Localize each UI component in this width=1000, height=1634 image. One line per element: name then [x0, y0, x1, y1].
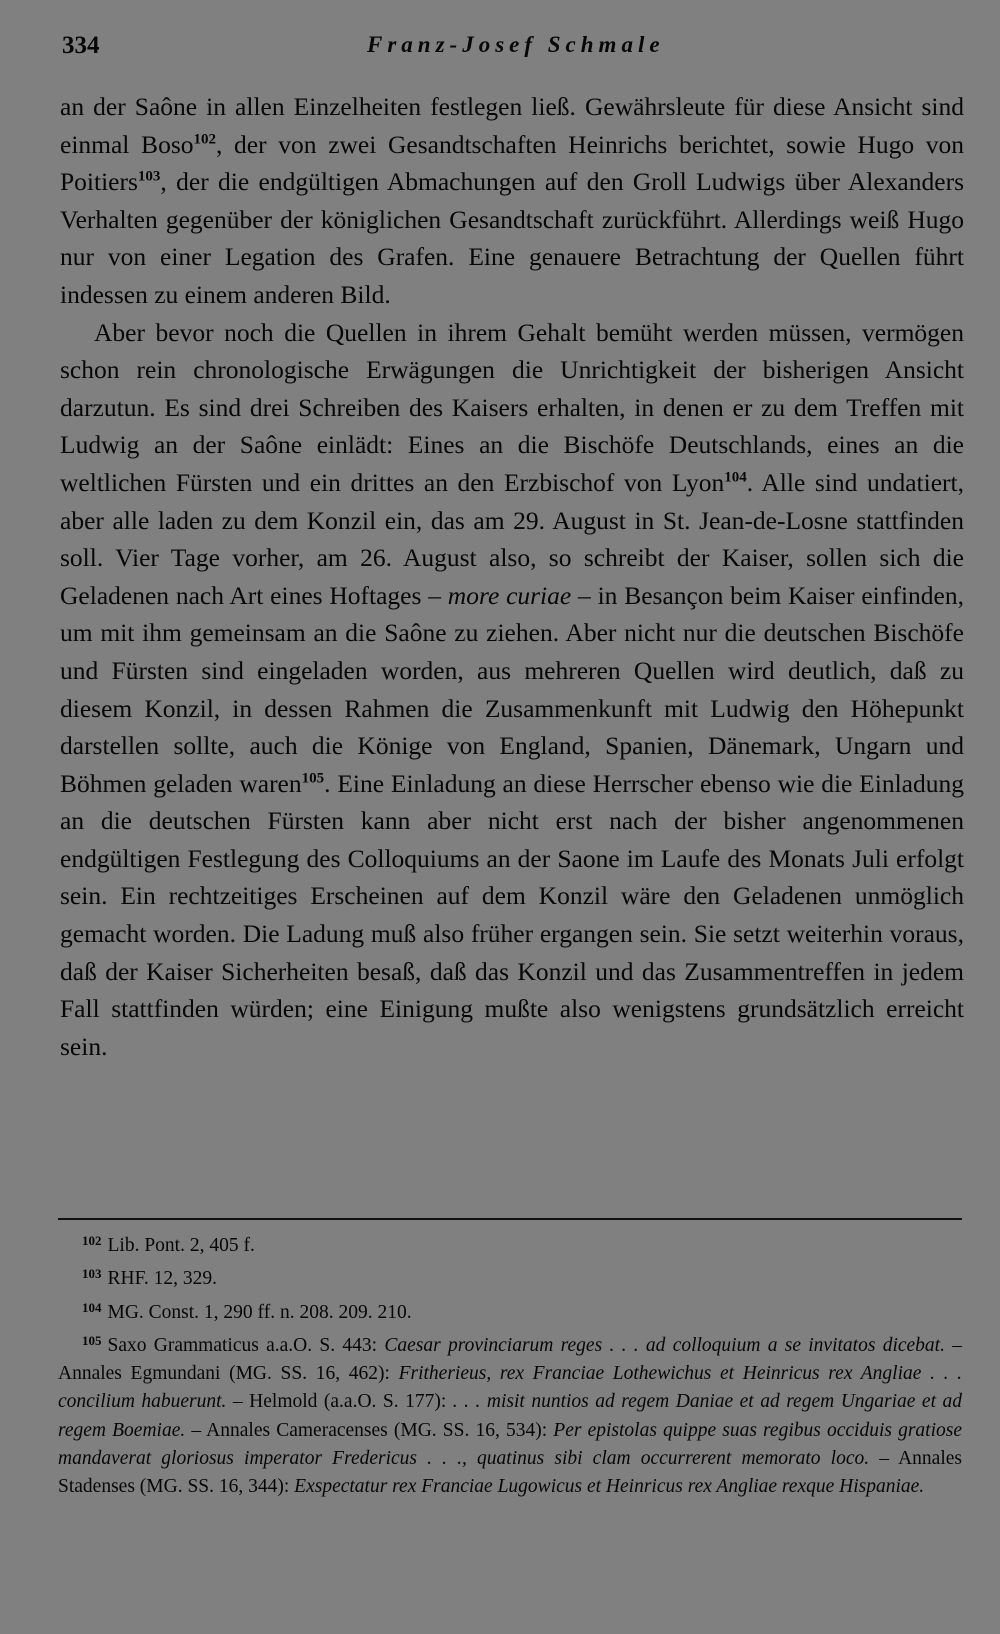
text-run: – in Besançon beim Kaiser einfinden, um mit ihm gemeinsam an die Saône zu ziehen. Aber nicht nur die deutschen Bischöfe und Fürsten sind eingeladen worden, aus mehreren Quellen wird deutlich, daß zu diesem Konzil, in dessen Rahmen die Zusammenkunft mit Ludwig den Höhepunkt darstellen sollte, auch die Könige von England, Spanien, Dänemark, Ungarn und Böhmen geladen waren	[60, 580, 964, 798]
latin-quote: Exspectatur rex Franciae Lugowicus et Heinricus rex Angliae rexque Hispaniae.	[294, 1476, 925, 1498]
latin-quote: Per epistolas quippe suas regibus occiduis gratiose mandaverat gloriosus imperator Fredericus . . ., quatinus sibi clam occurrerent memorato loco.	[58, 1419, 963, 1470]
footnote-ref-105[interactable]: 105	[301, 770, 325, 787]
page-number: 334	[62, 32, 100, 59]
footnote-text: – Annales Egmundani (MG. SS. 16, 462):	[58, 1334, 962, 1385]
footnote-number: 104	[82, 1299, 102, 1315]
footnote-102	[58, 1227, 962, 1260]
paragraph-2	[60, 314, 964, 1066]
footnote-text: – Helmold (a.a.O. S. 177):	[226, 1391, 453, 1413]
latin-phrase: more curiae	[447, 580, 572, 610]
footnote-103	[58, 1260, 962, 1293]
footnote-number: 103	[82, 1266, 102, 1282]
footnotes	[58, 1227, 962, 1502]
main-text	[60, 88, 964, 1065]
footnote-104	[58, 1294, 962, 1327]
footnote-ref-102[interactable]: 102	[193, 131, 216, 148]
text-run: , der von zwei Gesandtschaften Heinrichs berichtet, sowie Hugo von Poitiers	[60, 129, 964, 197]
text-run: an der Saône in allen Einzelheiten festlegen ließ. Gewährsleute für diese Ansicht sind einmal Boso	[60, 92, 964, 159]
footnote-ref-104[interactable]: 104	[724, 469, 747, 486]
footnote-105	[58, 1327, 962, 1502]
latin-quote: Caesar provinciarum reges . . . ad colloquium a se invitatos dicebat.	[384, 1334, 945, 1356]
latin-quote: Fritherieus, rex Franciae Lothewichus et Heinricus rex Angliae . . . concilium habuerunt.	[58, 1363, 962, 1413]
footnote-text: Lib. Pont. 2, 405 f.	[107, 1235, 255, 1256]
footnote-text: – Annales Stadenses (MG. SS. 16, 344):	[58, 1448, 962, 1498]
footnote-ref-103[interactable]: 103	[137, 168, 161, 185]
text-run: , der die endgültigen Abmachungen auf den Groll Ludwigs über Alexanders Verhalten gegenüber der königlichen Gesandtschaft zurückführt. Allerdings weiß Hugo nur von einer Legation des Grafen. Eine genauere Betrachtung der Quellen führt indessen zu einem anderen Bild.	[60, 167, 964, 309]
footnote-text: Saxo Grammaticus a.a.O. S. 443:	[107, 1334, 385, 1356]
paragraph-1	[60, 88, 964, 314]
text-run: Aber bevor noch die Quellen in ihrem Gehalt bemüht werden müssen, vermögen schon rein chronologische Erwägungen die Unrichtigkeit der bisherigen Ansicht darzutun. Es sind drei Schreiben des Kaisers erhalten, in denen er zu dem Treffen mit Ludwig an der Saône einlädt: Eines an die Bischöfe Deutschlands, eines an die weltlichen Fürsten und ein drittes an den Erzbischof von Lyon	[60, 317, 964, 497]
latin-quote: . . . misit nuntios ad regem Daniae et ad regem Ungariae et ad regem Boemiae.	[58, 1391, 962, 1441]
text-run: . Eine Einladung an diese Herrscher ebenso wie die Einladung an die deutschen Fürsten kann aber nicht erst nach der bisher angenommenen endgültigen Festlegung des Colloquiums an der Saone im Laufe des Monats Juli erfolgt sein. Ein rechtzeitiges Erscheinen auf dem Konzil wäre den Geladenen unmöglich gemacht worden. Die Ladung muß also früher ergangen sein. Sie setzt weiterhin voraus, daß der Kaiser Sicherheiten besaß, daß das Konzil und das Zusammentreffen in jedem Fall stattfinden würden; eine Einigung mußte also wenigstens grundsätzlich erreicht sein.	[60, 768, 964, 1061]
footnote-divider	[58, 1218, 962, 1220]
footnote-number: 102	[82, 1233, 102, 1248]
footnote-number: 105	[82, 1332, 102, 1348]
footnote-text: RHF. 12, 329.	[107, 1268, 217, 1290]
footnote-text: MG. Const. 1, 290 ff. n. 208. 209. 210.	[107, 1301, 412, 1323]
running-head: Franz-Josef Schmale	[367, 32, 665, 57]
page-header	[62, 28, 962, 68]
text-run: . Alle sind undatiert, aber alle laden zu dem Konzil ein, das am 29. August in St. Jean-de-Losne stattfinden soll. Vier Tage vorher, am 26. August also, so schreibt der Kaiser, sollen sich die Geladenen nach Art eines Hoftages –	[60, 467, 964, 610]
footnote-text: – Annales Cameracenses (MG. SS. 16, 534):	[185, 1419, 554, 1441]
